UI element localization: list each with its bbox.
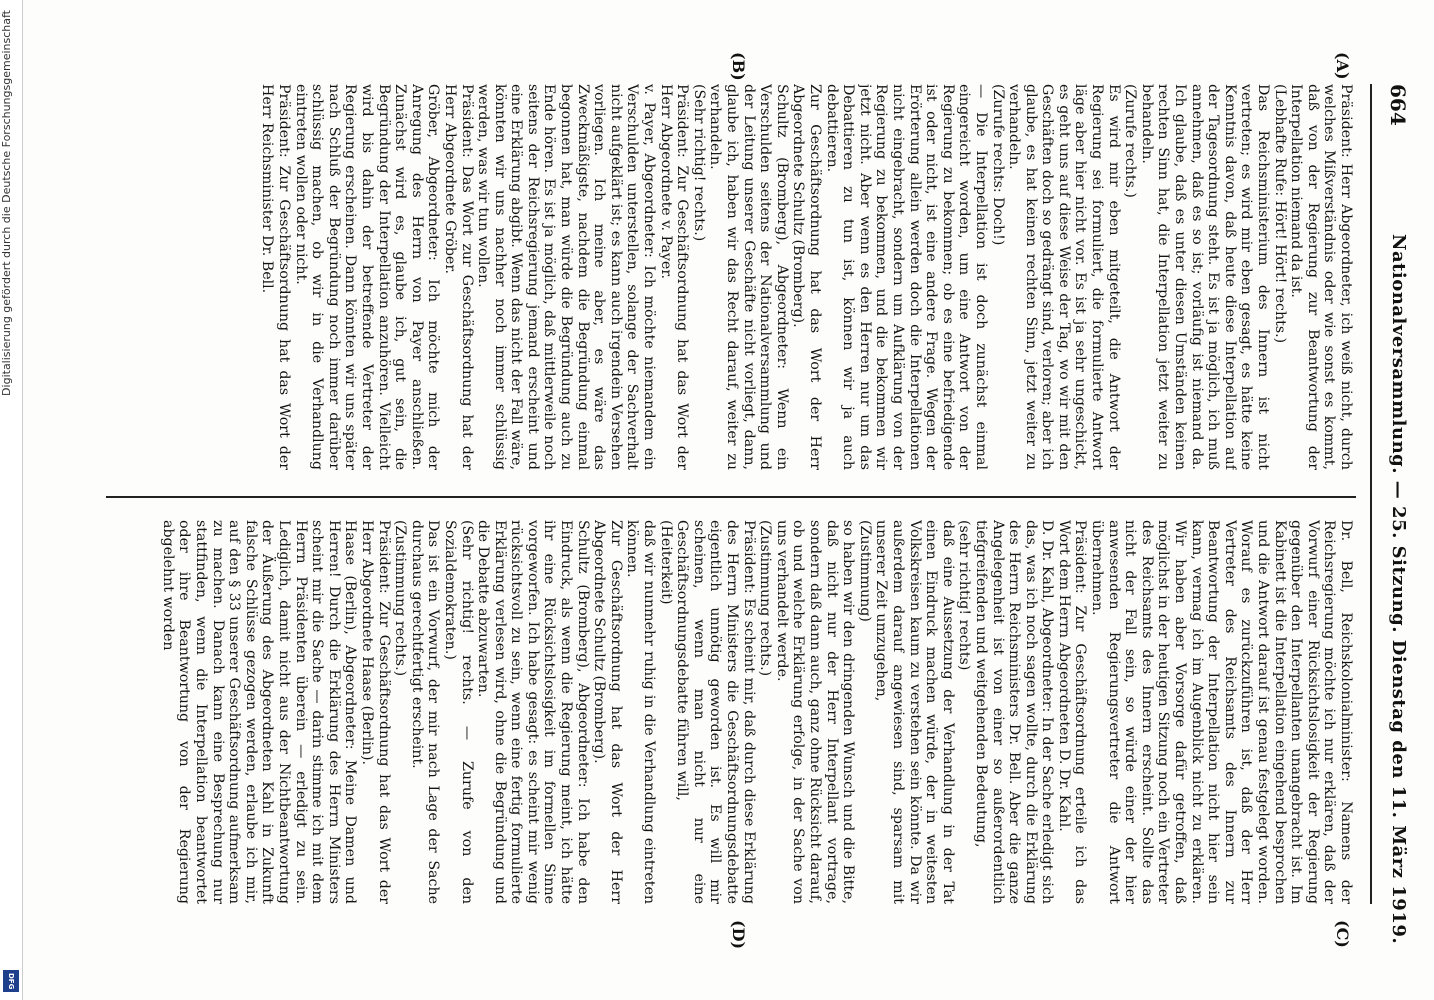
dfg-logo-text: DFG — [7, 972, 15, 990]
running-head: Nationalversammlung. — 25. Sitzung. Dienstag den 11. März 1919. — [1388, 234, 1409, 945]
margin-mark-d: (D) — [729, 920, 748, 950]
digitization-credit: Digitalisierung gefördert durch die Deutsche Forschungsgemeinschaft — [0, 10, 13, 396]
page-number: 664 — [1386, 84, 1410, 126]
digitization-credit-strip — [0, 0, 23, 1000]
page-header — [1372, 84, 1416, 945]
header-rule — [1370, 84, 1372, 904]
right-column-text: Dr. Bell, Reichskolonialminister: Namens der Reichsregierung möchte ich nur erklären, daß der Vorwurf einer Rücksichtslosigkeit der Regierung gegenüber den Interpellanten unangebracht ist. Im Kabinett ist die Interpellation eingehend besprochen und die Antwort darauf ist genau festgelegt worden. Worauf es zurückzuführen ist, daß der Herr Vertreter des Reichsamts des Innern zur Beantwortung der Interpellation nicht hier sein kann, vermag ich im Augenblick nicht zu erklären. Wir haben aber Vorsorge dafür getroffen, daß möglichst in der heutigen Sitzung noch ein Vertreter des Reichsamts des Innern erscheint. Sollte das nicht der Fall sein, so würde einer der hier anwesenden Regierungsvertreter die Antwort übernehmen. Präsident: Zur Geschäftsordnung erteile ich das Wort dem Herrn Abgeordneten D. Dr. Kahl. D. Dr. Kahl, Abgeordneter: In der Sache erledigt sich das, was ich noch sagen wollte, durch die Erklärung des Herrn Reichsministers Dr. Bell. Aber die ganze Angelegenheit ist von einer so außerordentlich tiefgreifenden und weitgehenden Bedeutung, (sehr richtig! rechts) daß eine Aussetzung der Verhandlung in der Tat einen Eindruck machen würde, der in weitesten Volkskreisen kaum zu verstehen sein könnte. Da wir außerdem darauf angewiesen sind, sparsam mit unserer Zeit umzugehen, (Zustimmung) so haben wir den dringenden Wunsch und die Bitte, daß nicht nur der Herr Interpellant vortrage, sondern daß dann auch, ganz ohne Rücksicht darauf, ob und welche Erklärung erfolge, in der Sache von uns verhandelt werde. (Zustimmung rechts.) Präsident: Es scheint mir, daß durch diese Erklärung des Herrn Ministers die Geschäftsordnungsdebatte eigentlich unnötig geworden ist. Es will mir scheinen, wenn man nicht nur eine Geschäftsordnungsdebatte führen will, (Heiterkeit) daß wir nunmehr ruhig in die Verhandlung eintreten können. Zur Geschäftsordnung hat das Wort der Herr Abgeordnete Schultz (Bromberg). Schultz (Bromberg), Abgeordneter: Ich habe den Eindruck, als wenn die Regierung meint, ich hätte ihr eine Rücksichtslosigkeit im formellen Sinne vorgeworfen. Ich habe gesagt: es scheint mir wenig rücksichtsvoll zu sein, wenn eine fertig formulierte Erklärung verlesen wird, ohne die Begründung und die Debatte abzuwarten. (Sehr richtig! rechts. — Zurufe von den Sozialdemokraten.) Das ist ein Vorwurf, der mir nach Lage der Sache durchaus gerechtfertigt erscheint. (Zustimmung rechts.) Präsident: Zur Geschäftsordnung hat das Wort der Herr Abgeordnete Haase (Berlin). Haase (Berlin), Abgeordneter: Meine Damen und Herren! Durch die Erklärung des Herrn Ministers scheint mir die Sache — darin stimme ich mit dem Herrn Präsidenten überein — erledigt zu sein. Lediglich, damit nicht aus der Nichtbeantwortung der Äußerung des Abgeordneten Kahl in Zukunft falsche Schlüsse gezogen werden, erlaube ich mir, auf den § 33 unserer Geschäftsordnung aufmerksam zu machen. Danach kann eine Besprechung nur stattfinden, wenn die Interpellation beantwortet oder ihre Beantwortung von der Regierung abgelehnt worden — [159, 520, 1354, 904]
margin-mark-c: (C) — [1333, 920, 1352, 948]
dfg-logo-icon — [3, 970, 19, 992]
margin-mark-b: (B) — [729, 52, 748, 81]
left-column-text: Präsident: Herr Abgeordneter, ich weiß nicht, durch welches Mißverständnis oder wie sonst es kommt, daß von der Regierung zur Beantwortung der Interpellation niemand da ist. (Lebhafte Rufe: Hört! Hört! rechts.) Das Reichsministerium des Innern ist nicht vertreten; es wird mir eben gesagt, es hätte keine Kenntnis davon, daß heute diese Interpellation auf der Tagesordnung steht. Es ist ja möglich, ich muß annehmen, daß es so ist; vorläufig ist niemand da. Ich glaube, daß es unter diesen Umständen keinen rechten Sinn hat, die Interpellation jetzt weiter zu behandeln. (Zurufe rechts.) Es wird mir eben mitgeteilt, die Antwort der Regierung sei formuliert, die formulierte Antwort läge aber hier nicht vor. Es ist ja sehr ungeschickt, es geht uns auf diese Weise der Tag, wo wir mit den Geschäften doch so gedrängt sind, verloren; aber ich glaube, es hat keinen rechten Sinn, jetzt weiter zu verhandeln. (Zurufe rechts: Doch!) — Die Interpellation ist doch zunächst einmal eingereicht worden, um eine Antwort von der Regierung zu bekommen; ob es eine befriedigende ist oder nicht, ist eine andere Frage. Wegen der Erörterung allein werden doch die Interpellationen nicht eingebracht, sondern um Aufklärung von der Regierung zu bekommen, und die bekommen wir jetzt nicht. Aber wenn es den Herren nur um das Debattieren zu tun ist, können wir ja auch debattieren. Zur Geschäftsordnung hat das Wort der Herr Abgeordnete Schultz (Bromberg). Schultz (Bromberg), Abgeordneter: Wenn ein Verschulden seitens der Nationalversammlung und der Leitung unserer Geschäfte nicht vorliegt, dann, glaube ich, haben wir das Recht darauf, weiter zu verhandeln. (Sehr richtig! rechts.) Präsident: Zur Geschäftsordnung hat das Wort der Herr Abgeordnete v. Payer. v. Payer, Abgeordneter: Ich möchte niemandem ein Verschulden unterstellen, solange der Sachverhalt nicht aufgeklärt ist; es kann auch irgendein Versehen vorliegen. Ich meine aber, es wäre das Zweckmäßigste, nachdem die Begründung einmal begonnen hat, man würde die Begründung auch zu Ende hören. Es ist ja möglich, daß mittlerweile noch seitens der Reichsregierung jemand erscheint und eine Erklärung abgibt. Wenn das nicht der Fall wäre, könnten wir uns nachher noch immer schlüssig werden, was wir tun wollen. Präsident: Das Wort zur Geschäftsordnung hat der Herr Abgeordnete Gröber. Gröber, Abgeordneter: Ich möchte mich der Anregung des Herrn von Payer anschließen. Zunächst wird es, glaube ich, gut sein, die Begründung der Interpellation anzuhören. Vielleicht wird bis dahin der betreffende Vertreter der Regierung erscheinen. Dann könnten wir uns später nach Schluß der Begründung noch immer darüber schlüssig machen, ob wir in die Verhandlung eintreten wollen oder nicht. Präsident: Zur Geschäftsordnung hat das Wort der Herr Reichsminister Dr. Bell. — [259, 84, 1354, 470]
column-divider — [106, 496, 1356, 498]
margin-mark-a: (A) — [1333, 52, 1352, 80]
